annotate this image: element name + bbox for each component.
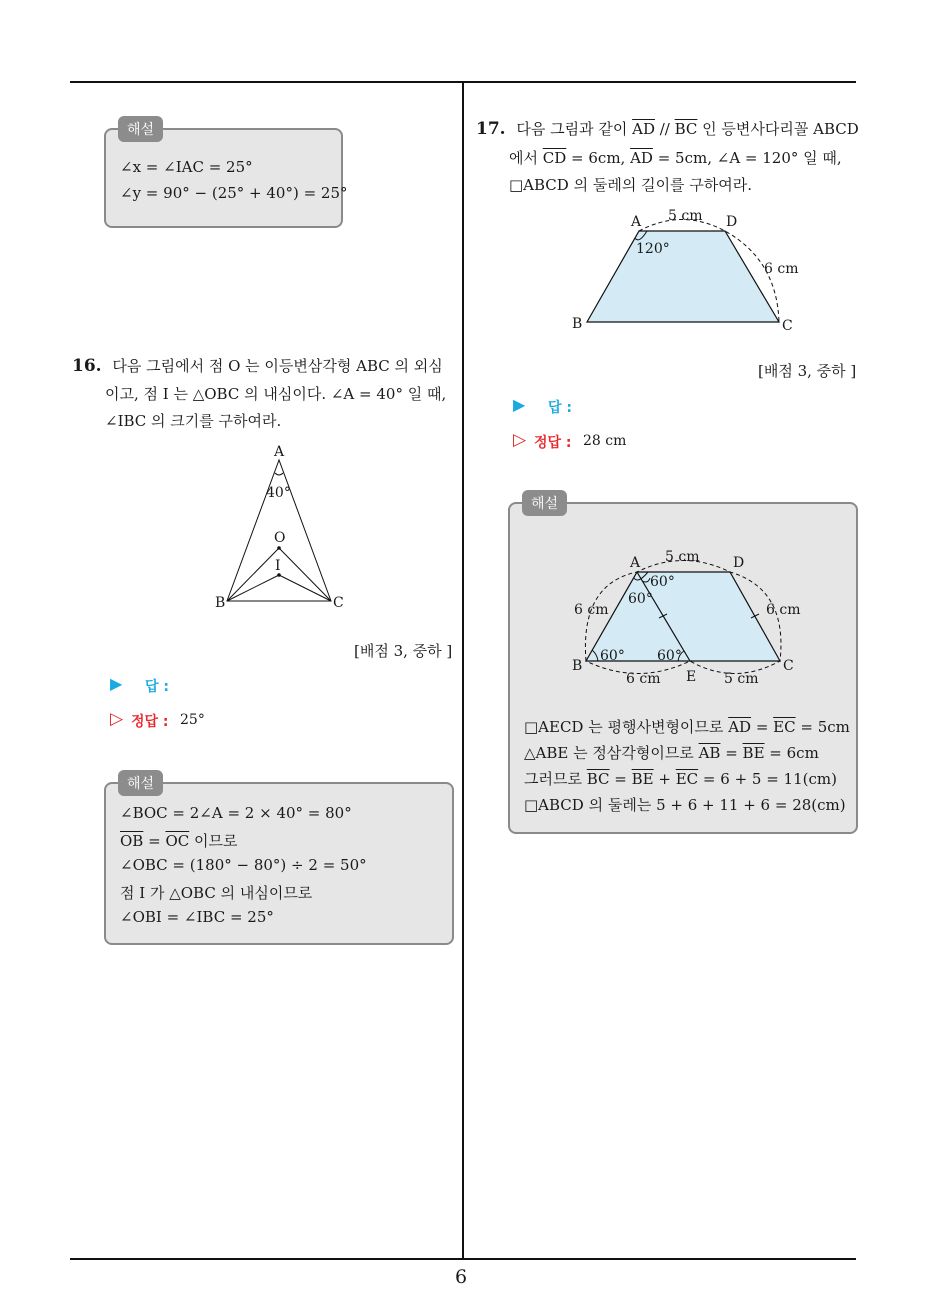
q16-label-i: I — [275, 558, 281, 574]
q16-solution-box — [104, 782, 454, 945]
top-solution-tag: 해설 — [118, 116, 163, 142]
q16-solution-line-5: ∠OBI = ∠IBC = 25° — [120, 908, 274, 926]
q17-label-top-len: 5 cm — [668, 208, 703, 224]
q17-text-line-2: 에서 $\overline{CD} = 6cm$, $\overline{AD} = 5cm$, ∠A = 120° 일 때, — [509, 149, 842, 167]
q17-sol-label-a: A — [630, 555, 641, 571]
page-number: 6 — [455, 1266, 468, 1288]
q17-label-c: C — [782, 318, 793, 334]
top-solution-line-2: ∠y = 90° − (25° + 40°) = 25° — [120, 184, 348, 202]
q17-sol-label-bottom-right-len: 5 cm — [724, 671, 759, 687]
q16-block — [72, 355, 443, 376]
q17-answer-arrow-icon: ▶ — [513, 395, 526, 414]
q17-solution-figure — [562, 544, 812, 694]
q17-figure — [565, 200, 805, 340]
q17-sol-label-angle-a1: 60° — [650, 574, 675, 590]
q16-point-o — [277, 546, 281, 550]
q16-key-arrow-icon: ▷ — [110, 709, 124, 729]
q17-seg-bc: $\overline{BC}$ — [674, 120, 698, 138]
q16-key-value: 25° — [180, 712, 205, 728]
q16-solution-line-1: ∠BOC = 2∠A = 2 × 40° = 80° — [120, 804, 352, 822]
q17-key-label: 정답 : — [534, 435, 572, 451]
q17-block — [476, 118, 859, 139]
q17-trapezoid — [587, 231, 779, 322]
q17-label-d: D — [726, 214, 738, 230]
q17-sol-label-angle-b: 60° — [600, 648, 625, 664]
top-solution-box — [104, 128, 348, 228]
q17-label-angle-a: 120° — [636, 241, 670, 257]
q16-angle-arc-a — [275, 473, 283, 475]
bottom-rule — [70, 1258, 856, 1260]
q16-solution-tag: 해설 — [118, 770, 163, 796]
q17-sol-label-angle-a2: 60° — [628, 591, 653, 607]
q17-key-value: 28 cm — [583, 433, 627, 449]
q17-answer-label: 답 : — [548, 400, 572, 416]
column-divider — [462, 82, 464, 1260]
q16-text-line-1: 다음 그림에서 점 O 는 이등변삼각형 ABC 의 외심 — [112, 357, 443, 375]
q16-label-a: A — [274, 444, 285, 460]
q17-solution-line-2: △ABE 는 정삼각형이므로 $\overline{AB} = \overline{BE} = 6cm$ — [524, 744, 819, 762]
q17-label-a: A — [631, 214, 642, 230]
q17-text-line-1b: 인 등변사다리꼴 ABCD — [697, 120, 859, 138]
q16-solution-line-2: $\overline{OB} = \overline{OC}$ 이므로 — [120, 832, 238, 850]
q17-label-side-len: 6 cm — [764, 261, 799, 277]
q17-sol-label-c: C — [783, 658, 794, 674]
q16-solution-line-3: ∠OBC = (180° − 80°) ÷ 2 = 50° — [120, 856, 367, 874]
q17-sol-label-e: E — [686, 669, 697, 685]
q16-text-line-2: 이고, 점 I 는 △OBC 의 내심이다. ∠A = 40° 일 때, — [105, 385, 447, 403]
q17-sol-label-left-len: 6 cm — [574, 602, 609, 618]
q17-solution-line-1: □AECD 는 평행사변형이므로 $\overline{AD} = \overline{EC} = 5cm$ — [524, 718, 850, 736]
q16-label-o: O — [274, 530, 286, 546]
q16-answer-arrow-icon: ▶ — [110, 674, 123, 693]
top-solution-line-1: ∠x = ∠IAC = 25° — [120, 158, 253, 176]
q17-text-line-3: □ABCD 의 둘레의 길이를 구하여라. — [509, 176, 753, 194]
q17-solution-tag: 해설 — [522, 490, 567, 516]
q17-parallel: // — [654, 120, 675, 138]
q17-solution-box — [508, 502, 858, 834]
q17-number: 17. — [476, 119, 506, 139]
q16-answer-label: 답 : — [145, 679, 169, 695]
q17-score: [배점 3, 중하 ] — [758, 362, 857, 380]
q16-figure — [205, 440, 365, 620]
q16-score: [배점 3, 중하 ] — [354, 642, 453, 660]
q16-segment-oc — [279, 548, 331, 601]
q16-label-angle-a: 40° — [266, 485, 291, 501]
q16-segment-ob — [227, 548, 279, 601]
q17-sol-label-right-len: 6 cm — [766, 602, 801, 618]
q17-sol-label-bottom-left-len: 6 cm — [626, 671, 661, 687]
q16-text-line-3: ∠IBC 의 크기를 구하여라. — [105, 412, 282, 430]
q17-key-arrow-icon: ▷ — [513, 430, 527, 450]
q17-sol-label-b: B — [572, 658, 583, 674]
q17-label-b: B — [572, 316, 583, 332]
q16-label-b: B — [215, 595, 226, 611]
q16-number: 16. — [72, 356, 102, 376]
q17-sol-label-top-len: 5 cm — [665, 549, 700, 565]
q17-sol-label-d: D — [733, 555, 745, 571]
q16-solution-line-4: 점 I 가 △OBC 의 내심이므로 — [120, 884, 313, 902]
q17-text-line-1a: 다음 그림과 같이 — [516, 120, 633, 138]
q16-key-label: 정답 : — [131, 714, 169, 730]
q17-solution-line-3: 그러므로 $\overline{BC} = \overline{BE} + \overline{EC} = 6 + 5 = 11(cm)$ — [524, 770, 837, 788]
q16-label-c: C — [333, 595, 344, 611]
q17-seg-ad: $\overline{AD}$ — [632, 120, 655, 138]
q17-solution-line-4: □ABCD 의 둘레는 5 + 6 + 11 + 6 = 28(cm) — [524, 796, 846, 814]
q17-sol-label-angle-e: 60° — [657, 648, 682, 664]
